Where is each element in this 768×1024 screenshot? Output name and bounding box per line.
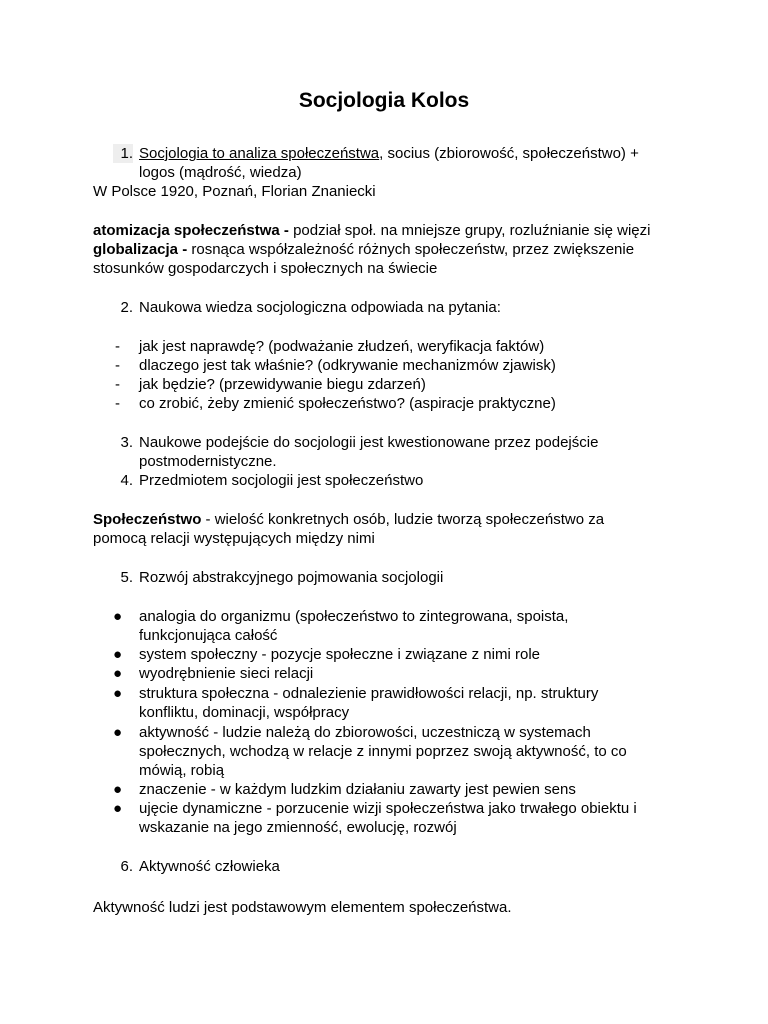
list-number: 1.: [113, 144, 133, 163]
item1-continuation: logos (mądrość, wiedza): [139, 164, 302, 181]
page-title: Socjologia Kolos: [298, 89, 470, 112]
list-number: 5.: [120, 569, 133, 586]
dash-marker: -: [115, 357, 120, 374]
bullet-continuation: wskazanie na jego zmienność, ewolucję, rozwój: [139, 819, 457, 836]
bullet-marker: ●: [113, 685, 123, 702]
dash-marker: -: [115, 338, 120, 355]
bullet-continuation: funkcjonująca całość: [139, 627, 278, 644]
list-number: 4.: [120, 472, 133, 489]
bullet-marker: ●: [113, 781, 123, 798]
term-globalizacja: globalizacja -: [93, 241, 188, 258]
def-globalizacja: rosnąca współzależność różnych społeczeństw, przez zwiększenie: [187, 241, 635, 258]
bullet-text: system społeczny - pozycje społeczne i związane z nimi role: [139, 646, 540, 663]
item2-text: Naukowa wiedza socjologiczna odpowiada na pytania:: [139, 299, 501, 316]
def-spoleczenstwo: - wielość konkretnych osób, ludzie tworzą społeczeństwo za: [201, 511, 605, 528]
bullet-text: wyodrębnienie sieci relacji: [139, 665, 314, 682]
definition-spoleczenstwo: [93, 510, 604, 529]
item3-text: Naukowe podejście do socjologii jest kwestionowane przez podejście: [139, 434, 599, 451]
def-atomizacja: podział społ. na mniejsze grupy, rozluźnianie się więzi: [288, 222, 651, 239]
spoleczenstwo-continuation: pomocą relacji występujących między nimi: [93, 530, 375, 547]
bullet-text: aktywność - ludzie należą do zbiorowości, uczestniczą w systemach: [139, 724, 591, 741]
list-number: 6.: [120, 858, 133, 875]
bullet-marker: ●: [113, 608, 123, 625]
bullet-marker: ●: [113, 665, 123, 682]
bullet-marker: ●: [113, 724, 123, 741]
item6-text: Aktywność człowieka: [139, 858, 280, 875]
bullet-text: struktura społeczna - odnalezienie prawidłowości relacji, np. struktury: [139, 685, 599, 702]
question-text: dlaczego jest tak właśnie? (odkrywanie mechanizmów zjawisk): [139, 357, 556, 374]
term-atomizacja: atomizacja społeczeństwa -: [93, 222, 289, 239]
bullet-marker: ●: [113, 646, 123, 663]
question-text: jak będzie? (przewidywanie biegu zdarzeń): [139, 376, 426, 393]
item5-text: Rozwój abstrakcyjnego pojmowania socjologii: [139, 569, 444, 586]
list-number: 2.: [120, 299, 133, 316]
bullet-continuation: mówią, robią: [139, 762, 225, 779]
item1-text: , socius (zbiorowość, społeczeństwo) +: [379, 145, 639, 162]
bullet-continuation: społecznych, wchodzą w relacje z innymi poprzez swoją aktywność, to co: [139, 743, 627, 760]
bullet-text: analogia do organizmu (społeczeństwo to zintegrowana, spoista,: [139, 608, 569, 625]
globalizacja-continuation: stosunków gospodarczych i społecznych na świecie: [93, 260, 438, 277]
item4-text: Przedmiotem socjologii jest społeczeństwo: [139, 472, 424, 489]
bullet-continuation: konfliktu, dominacji, współpracy: [139, 704, 350, 721]
question-text: co zrobić, żeby zmienić społeczeństwo? (aspiracje praktyczne): [139, 395, 556, 412]
question-text: jak jest naprawdę? (podważanie złudzeń, weryfikacja faktów): [139, 338, 545, 355]
bullet-text: znaczenie - w każdym ludzkim działaniu zawarty jest pewien sens: [139, 781, 576, 798]
bullet-marker: ●: [113, 800, 123, 817]
definition-atomizacja: [93, 221, 650, 240]
dash-marker: -: [115, 376, 120, 393]
dash-marker: -: [115, 395, 120, 412]
bullet-text: ujęcie dynamiczne - porzucenie wizji społeczeństwa jako trwałego obiektu i: [139, 800, 637, 817]
list-number: 3.: [120, 434, 133, 451]
term-spoleczenstwo: Społeczeństwo: [93, 511, 202, 528]
item3-continuation: postmodernistyczne.: [139, 453, 277, 470]
definition-globalizacja: [93, 240, 634, 259]
item1-underlined-text: Socjologia to analiza społeczeństwa: [139, 145, 380, 162]
origin-line: W Polsce 1920, Poznań, Florian Znaniecki: [93, 183, 376, 200]
closing-line: Aktywność ludzi jest podstawowym elementem społeczeństwa.: [93, 899, 512, 916]
